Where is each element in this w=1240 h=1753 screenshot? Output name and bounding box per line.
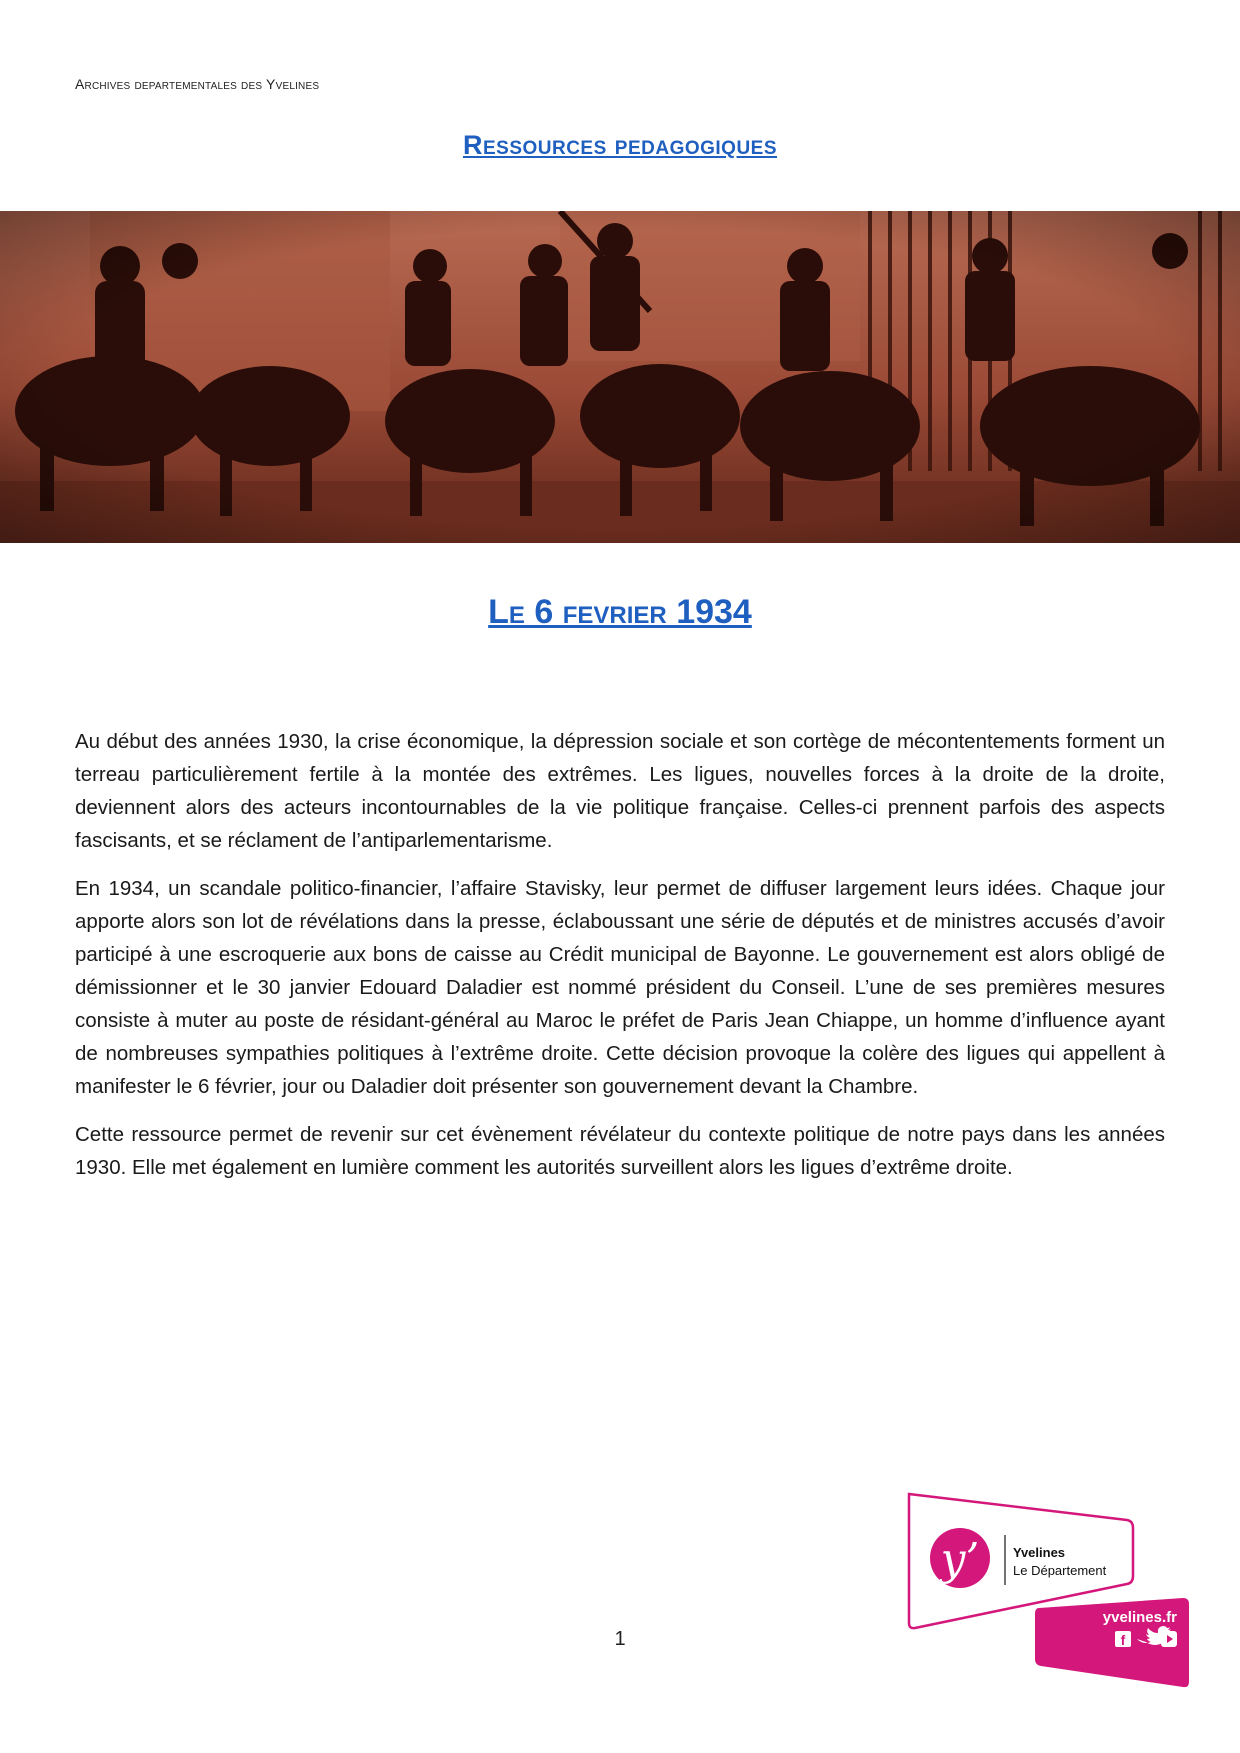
body-text (75, 725, 1165, 1199)
page-number: 1 (614, 1628, 626, 1650)
youtube-icon[interactable] (1161, 1631, 1177, 1647)
logo-name: Yvelines (1013, 1545, 1066, 1560)
yvelines-logo[interactable] (905, 1490, 1195, 1700)
paragraph: En 1934, un scandale politico-financier, l’affaire Stavisky, leur permet de diffuser largement leurs idées. Chaque jour apporte alors son lot de révélations dans la presse, éclaboussant une série de députés et de ministres accusés d’avoir participé à une escroquerie aux bons de caisse au Crédit municipal de Bayonne. Le gouvernement est alors obligé de démissionner et le 30 janvier Edouard Daladier est nommé président du Conseil. L’une de ses premières mesures consiste à muter au poste de résidant-général au Maroc le préfet de Paris Jean Chiappe, un homme d’influence ayant de nombreuses sympathies politiques à l’extrême droite. Cette décision provoque la colère des ligues qui appellent à manifester le 6 février, jour ou Daladier doit présenter son gouvernement devant la Chambre. (75, 877, 1165, 1098)
logo-mark: y’ (940, 1534, 980, 1585)
logo-subtitle: Le Département (1013, 1563, 1107, 1578)
banner-photo (0, 211, 1240, 543)
svg-text:f: f (1120, 1632, 1126, 1648)
logo-url[interactable]: yvelines.fr (1102, 1609, 1177, 1626)
facebook-icon[interactable] (1115, 1631, 1131, 1648)
paragraph: Au début des années 1930, la crise économique, la dépression sociale et son cortège de mécontentements forment un terreau particulièrement fertile à la montée des extrêmes. Les ligues, nouvelles forces à la droite de la droite, deviennent alors des acteurs incontournables de la vie politique française. Celles-ci prennent parfois des aspects fascisants, et se réclament de l’antiparlementarisme. (75, 730, 1165, 852)
section-title-link[interactable]: Ressources pedagogiques (462, 130, 778, 160)
paragraph: Cette ressource permet de revenir sur cet évènement révélateur du contexte politique de notre pays dans les années 1930. Elle met également en lumière comment les autorités surveillent alors les ligues d’extrême droite. (75, 1123, 1165, 1179)
document-header: Archives departementales des Yvelines (75, 76, 320, 92)
document-title[interactable]: Le 6 fevrier 1934 (488, 593, 752, 631)
